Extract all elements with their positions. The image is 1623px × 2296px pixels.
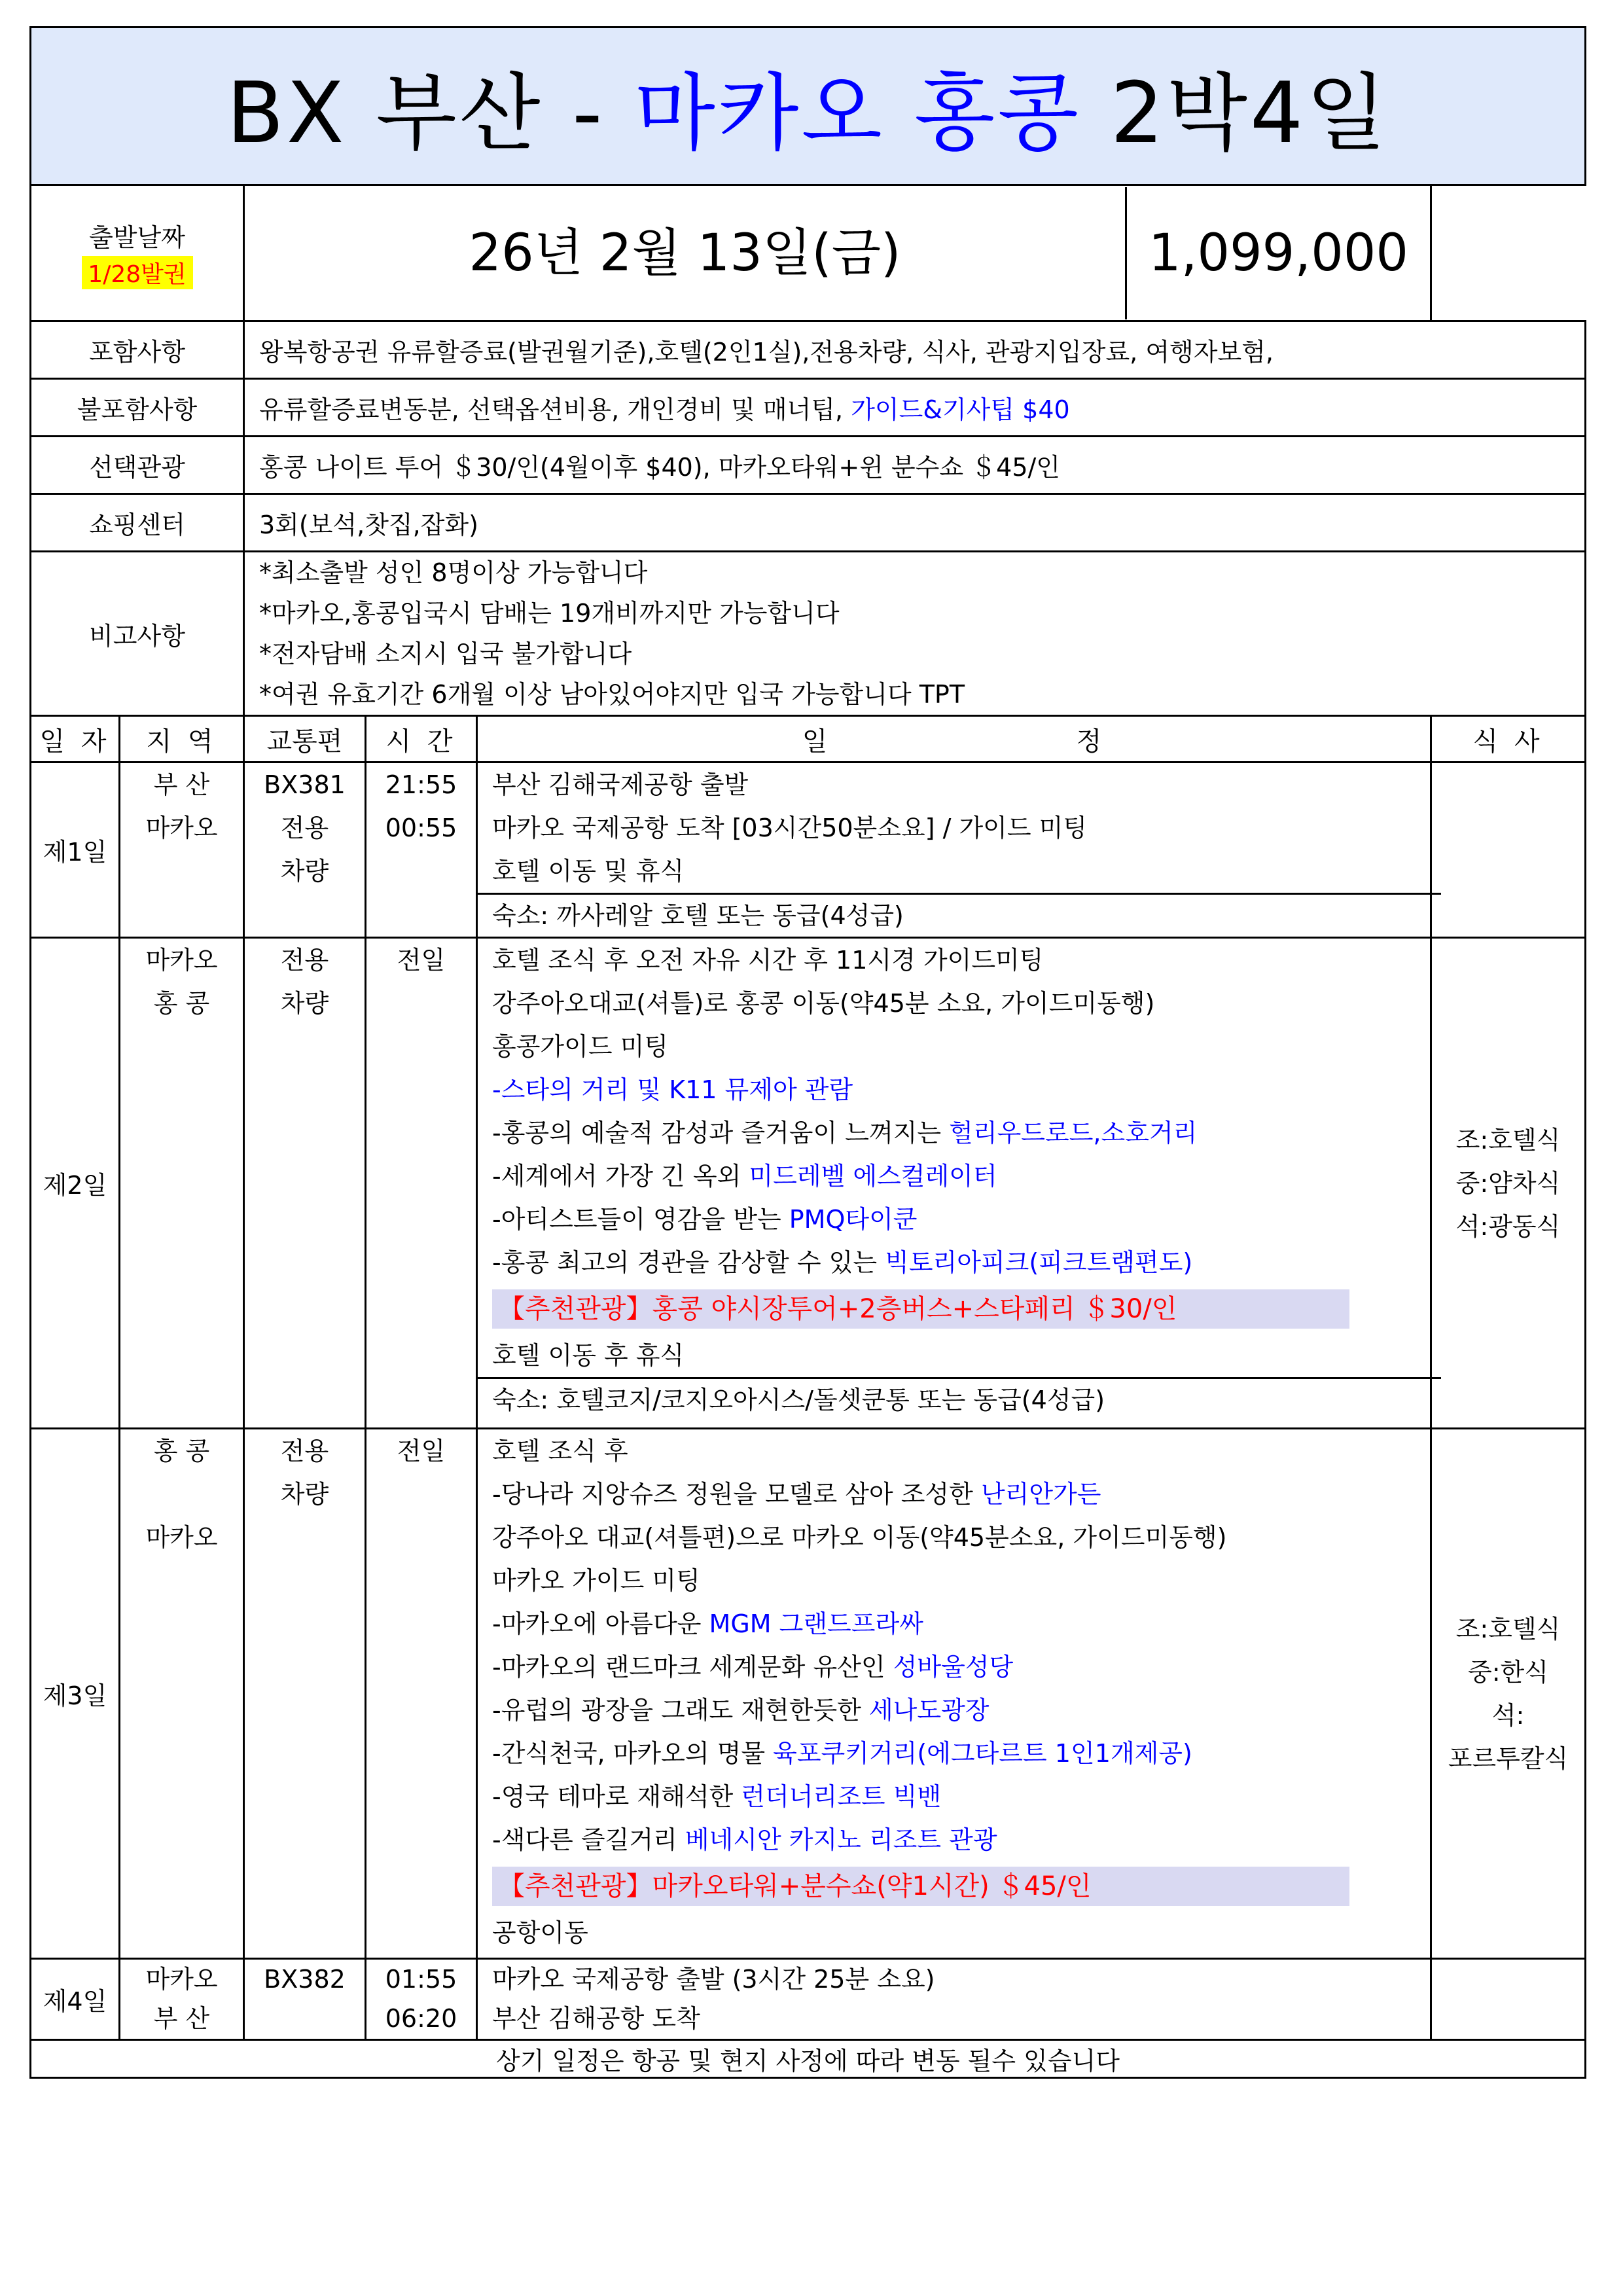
line-text: -홍콩의 예술적 감성과 즐거움이 느껴지는	[492, 1119, 950, 1147]
line-text: -아티스트들이 영감을 받는	[492, 1205, 789, 1234]
hotel-info: 숙소: 호텔코지/코지오아시스/돌셋쿤통 또는 동급(4성급)	[478, 1377, 1441, 1421]
attraction-name: 성바울성당	[893, 1653, 1014, 1681]
attraction-name: 미드레벨 에스컬레이터	[749, 1162, 997, 1191]
day1-row	[31, 762, 1586, 938]
line-text: -마카오의 랜드마크 세계문화 유산인	[492, 1653, 893, 1681]
region-macau: 마카오	[145, 1965, 218, 1994]
region-busan: 부 산	[153, 2004, 210, 2033]
meal-dinner-type: 포르투칼식	[1448, 1744, 1569, 1773]
line-text: -영국 테마로 재해석한	[492, 1782, 741, 1811]
tour-price: 1,099,000	[1149, 223, 1408, 283]
day3-label: 제3일	[31, 1429, 120, 1959]
attraction-name: MGM 그랜드프라싸	[709, 1609, 923, 1638]
day2-transport	[244, 938, 366, 1429]
attraction-name: 빅토리아피크(피크트램편도)	[885, 1248, 1193, 1277]
line-text: -유럽의 광장을 그래도 재현한듯한	[492, 1696, 869, 1725]
line-text: -홍콩 최고의 경관을 감상할 수 있는	[492, 1248, 885, 1277]
day4-row	[31, 1959, 1586, 2040]
day4-region	[120, 1959, 244, 2040]
meal-lunch: 중:한식	[1468, 1657, 1548, 1687]
itinerary-table	[29, 26, 1586, 2079]
schedule-line: 호텔 조식 후	[492, 1437, 628, 1465]
schedule-line	[478, 1645, 1430, 1689]
schedule-line: 마카오 국제공항 도착 [03시간50분소요] / 가이드 미팅	[492, 814, 1088, 842]
issue-note: 1/28발권	[82, 256, 193, 289]
region-busan: 부 산	[153, 770, 210, 799]
day2-schedule	[477, 938, 1431, 1429]
day1-schedule	[477, 762, 1431, 938]
region-hongkong: 홍 콩	[153, 1437, 210, 1465]
guide-tip: 가이드&기사팁 $40	[851, 395, 1070, 424]
schedule-line: -스타의 거리 및 K11 뮤제아 관람	[492, 1075, 853, 1104]
region-macau: 마카오	[145, 814, 218, 842]
schedule-line: 부산 김해국제공항 출발	[492, 770, 749, 799]
attraction-name: PMQ타이쿤	[789, 1205, 918, 1234]
footer-notice: 상기 일정은 항공 및 현지 사정에 따라 변동 될수 있습니다	[31, 2040, 1586, 2078]
transport-text: 전용	[280, 814, 329, 842]
line-text: -당나라 지앙슈즈 정원을 모델로 삼아 조성한	[492, 1480, 981, 1509]
schedule-line: 호텔 조식 후 오전 자유 시간 후 11시경 가이드미팅	[492, 946, 1044, 975]
day4-schedule	[477, 1959, 1431, 2040]
schedule-line: 부산 김해공항 도착	[492, 2004, 700, 2033]
day1-time	[366, 762, 477, 938]
attraction-name: 세나도광장	[868, 1696, 990, 1725]
day3-schedule	[477, 1429, 1431, 1959]
header-schedule: 일 정	[477, 716, 1431, 762]
day3-row	[31, 1429, 1586, 1959]
schedule-line	[478, 1818, 1430, 1861]
day2-meal	[1431, 938, 1586, 1429]
day3-meal	[1431, 1429, 1586, 1959]
schedule-line: 마카오 국제공항 출발 (3시간 25분 소요)	[492, 1965, 935, 1994]
schedule-line	[478, 1689, 1430, 1732]
schedule-line	[478, 1602, 1430, 1645]
day2-region	[120, 938, 244, 1429]
day1-transport	[244, 762, 366, 938]
excluded-text: 유류할증료변동분, 선택옵션비용, 개인경비 및 매너팁,	[259, 395, 851, 424]
departure-time: 01:55	[385, 1965, 457, 1994]
notes-label: 비고사항	[31, 552, 244, 716]
recommended-tour: 【추천관광】홍콩 야시장투어+2층버스+스타페리 ＄30/인	[492, 1289, 1349, 1329]
recommended-tour: 【추천관광】마카오타워+분수쇼(약1시간) ＄45/인	[492, 1867, 1349, 1906]
day3-transport	[244, 1429, 366, 1959]
region-macau: 마카오	[145, 1523, 218, 1552]
time-allday: 전일	[397, 946, 446, 975]
attraction-name: 난리안가든	[980, 1480, 1101, 1509]
schedule-line: 강주아오 대교(셔틀편)으로 마카오 이동(약45분소요, 가이드미동행)	[492, 1523, 1227, 1552]
schedule-line: 호텔 이동 후 휴식	[492, 1341, 685, 1370]
day3-region	[120, 1429, 244, 1959]
departure-time: 21:55	[385, 770, 457, 799]
schedule-line: 홍콩가이드 미팅	[492, 1032, 669, 1061]
day4-time	[366, 1959, 477, 2040]
notes-cell	[244, 552, 1586, 716]
optional-label: 선택관광	[31, 437, 244, 494]
header-region: 지 역	[120, 716, 244, 762]
shopping-text: 3회(보석,찻집,잡화)	[244, 494, 1586, 552]
meal-breakfast: 조:호텔식	[1455, 1614, 1561, 1643]
day2-label: 제2일	[31, 938, 120, 1429]
included-label: 포함사항	[31, 321, 244, 379]
day4-meal	[1431, 1959, 1586, 2040]
departure-label-cell	[31, 185, 244, 321]
transport-text: 차량	[280, 1480, 329, 1509]
optional-text: 홍콩 나이트 투어 ＄30/인(4월이후 $40), 마카오타워+윈 분수쇼 ＄45/인	[244, 437, 1586, 494]
schedule-line	[478, 1198, 1430, 1241]
day4-transport	[244, 1959, 366, 2040]
schedule-line	[478, 1241, 1430, 1284]
day1-label: 제1일	[31, 762, 120, 938]
header-day: 일 자	[31, 716, 120, 762]
line-text: -세계에서 가장 긴 옥외	[492, 1162, 749, 1191]
excluded-cell	[244, 379, 1586, 437]
title-destination: 마카오 홍콩	[634, 65, 1082, 162]
day1-region	[120, 762, 244, 938]
schedule-line: 마카오 가이드 미팅	[492, 1566, 700, 1595]
title-part1: BX 부산 -	[226, 65, 635, 162]
shopping-label: 쇼핑센터	[31, 494, 244, 552]
schedule-line	[478, 1111, 1430, 1155]
schedule-line: 강주아오대교(셔틀)로 홍콩 이동(약45분 소요, 가이드미동행)	[492, 989, 1155, 1018]
header-meal: 식 사	[1431, 716, 1586, 762]
departure-info-cell	[244, 185, 1431, 321]
schedule-line	[478, 1732, 1430, 1775]
meal-lunch: 중:얌차식	[1455, 1168, 1561, 1198]
day1-meal	[1431, 762, 1586, 938]
schedule-line	[478, 1775, 1430, 1818]
excluded-label: 불포함사항	[31, 379, 244, 437]
flight-number: BX382	[264, 1965, 346, 1994]
hotel-info: 숙소: 까사레알 호텔 또는 동급(4성급)	[478, 893, 1441, 937]
day3-time	[366, 1429, 477, 1959]
transport-text: 전용	[280, 946, 329, 975]
transport-text: 전용	[280, 1437, 329, 1465]
meal-dinner: 석:광동식	[1455, 1211, 1561, 1241]
attraction-name: 육포쿠키거리(에그타르트 1인1개제공)	[773, 1739, 1192, 1768]
schedule-line	[478, 1155, 1430, 1198]
arrival-time: 00:55	[385, 814, 457, 842]
title-duration: 2박4일	[1081, 65, 1389, 162]
note-line: *최소출발 성인 8명이상 가능합니다	[259, 558, 648, 587]
time-allday: 전일	[397, 1437, 446, 1465]
flight-number: BX381	[264, 770, 346, 799]
transport-text: 차량	[280, 857, 329, 886]
note-line: *마카오,홍콩입국시 담배는 19개비까지만 가능합니다	[259, 599, 840, 628]
attraction-name: 헐리우드로드,소호거리	[949, 1119, 1198, 1147]
schedule-line	[478, 1473, 1430, 1516]
schedule-header-row	[31, 716, 1586, 762]
departure-date: 26년 2월 13일(금)	[245, 187, 1127, 319]
region-hongkong: 홍 콩	[153, 989, 210, 1018]
line-text: -마카오에 아름다운	[492, 1609, 709, 1638]
departure-label: 출발날짜	[89, 223, 185, 252]
page-title	[31, 27, 1586, 185]
note-line: *전자담배 소지시 입국 불가합니다	[259, 639, 632, 668]
day4-label: 제4일	[31, 1959, 120, 2040]
schedule-line: 호텔 이동 및 휴식	[492, 857, 685, 886]
transport-text: 차량	[280, 989, 329, 1018]
attraction-name: 런더너리조트 빅밴	[741, 1782, 942, 1811]
note-line: *여권 유효기간 6개월 이상 남아있어야지만 입국 가능합니다 TPT	[259, 680, 965, 709]
meal-dinner: 석:	[1491, 1700, 1525, 1730]
meal-breakfast: 조:호텔식	[1455, 1125, 1561, 1155]
day2-row	[31, 938, 1586, 1429]
region-macau: 마카오	[145, 946, 218, 975]
line-text: -색다른 즐길거리	[492, 1825, 685, 1854]
attraction-name: 베네시안 카지노 리조트 관광	[685, 1825, 997, 1854]
header-transport: 교통편	[244, 716, 366, 762]
line-text: -간식천국, 마카오의 명물	[492, 1739, 774, 1768]
day2-time	[366, 938, 477, 1429]
arrival-time: 06:20	[385, 2004, 457, 2033]
included-text: 왕복항공권 유류할증료(발권월기준),호텔(2인1실),전용차량, 식사, 관광지입장료, 여행자보험,	[244, 321, 1586, 379]
itinerary-sheet	[29, 26, 1584, 2079]
header-time: 시 간	[366, 716, 477, 762]
schedule-line: 공항이동	[492, 1918, 588, 1947]
